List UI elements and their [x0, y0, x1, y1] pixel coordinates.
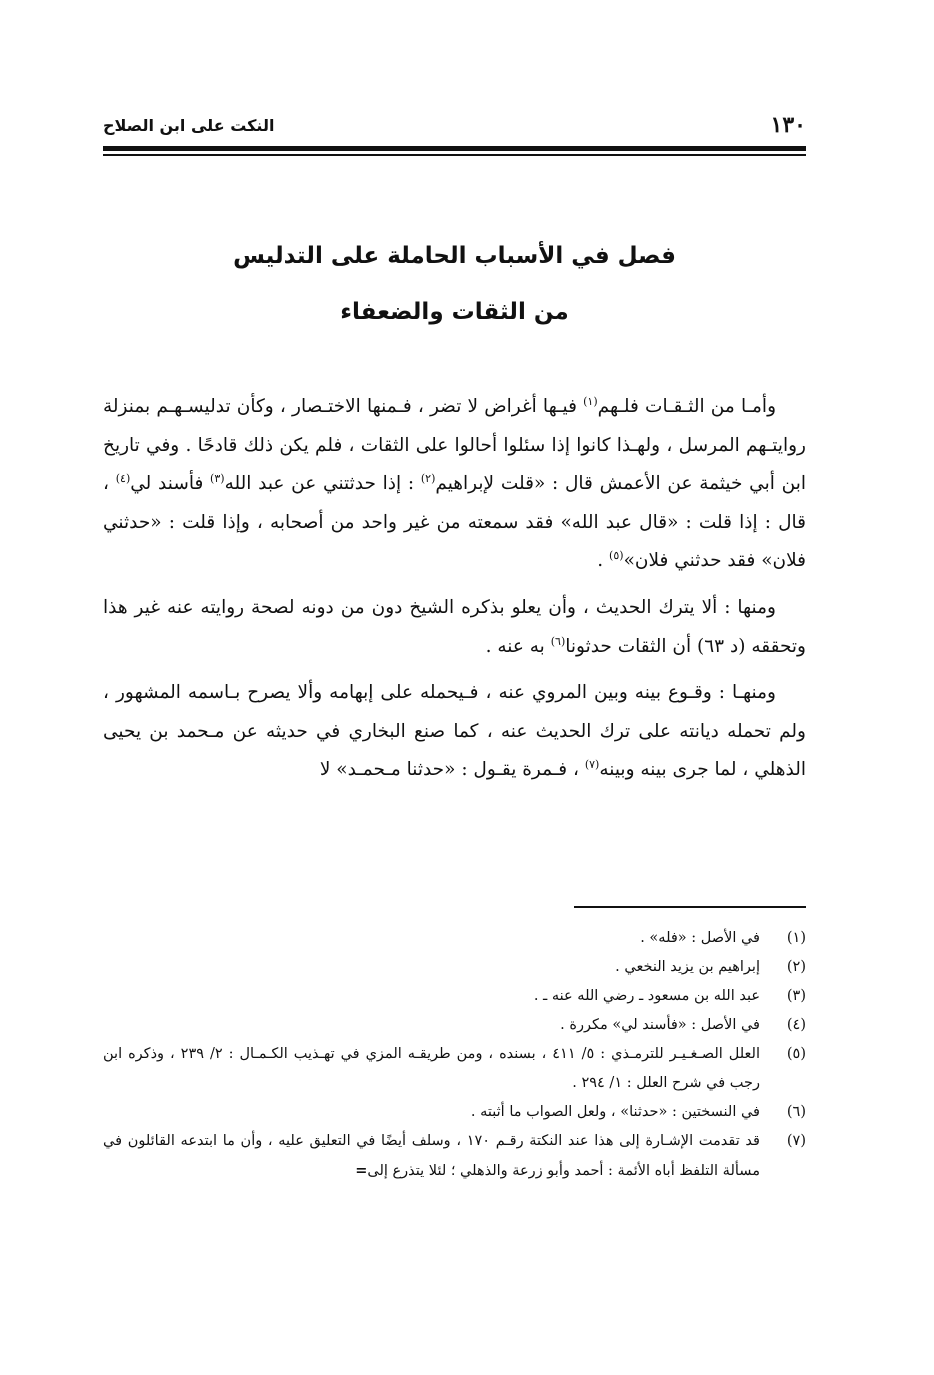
body-text	[103, 388, 806, 790]
header-rule-thick	[103, 146, 806, 151]
text-segment: وأمـا من الثـقـات فلـهم	[597, 396, 777, 417]
footnote-ref-3: (٣)	[210, 472, 225, 486]
footnote-text: في النسختين : «حدثنا» ، ولعل الصواب ما أثبته .	[470, 1104, 760, 1120]
text-segment: فأسند لي	[130, 473, 211, 495]
footnote-ref-6: (٦)	[550, 634, 566, 648]
text-segment: ، فـمرة يقـول : «حدثنا مـحمـد» لا	[319, 759, 585, 781]
footnote-text: العلل الصـغـيـر للترمـذي : ٥/ ٤١١ ، بسنده ، ومن طريقـه المزي في تهـذيب الكـمـال : ٢/ ٢٣٩ ، وذكره ابن رجب في شرح العلل : ١/ ٢٩٤ .	[103, 1046, 760, 1091]
text-segment: ، قال : إذا قلت : «قال عبد الله» فقد سمعته من غير واحد من أصحابه ، وإذا قلت : «حدثني فلان» فقد حدثني فلان»	[103, 473, 806, 572]
footnote-number: (٧)	[786, 1133, 806, 1149]
chapter-title	[103, 228, 806, 340]
footnote-ref-7: (٧)	[584, 758, 600, 772]
footnote-7	[103, 1127, 806, 1186]
footnote-6	[103, 1098, 806, 1127]
footnote-4	[103, 1011, 806, 1040]
footnote-5	[103, 1040, 806, 1098]
footnote-1	[103, 924, 806, 953]
footnote-ref-1: (١)	[583, 394, 598, 408]
paragraph-3	[103, 674, 806, 790]
page-header	[103, 112, 806, 142]
footnote-number: (١)	[786, 930, 806, 946]
footnote-text: إبراهيم بن يزيد النخعي .	[615, 959, 760, 975]
text-segment: .	[597, 550, 610, 572]
text-segment: : إذا حدثتني عن عبد الله	[224, 473, 421, 495]
text-segment: به عنه .	[485, 635, 551, 657]
paragraph-2	[103, 589, 806, 666]
footnote-number: (٥)	[786, 1046, 806, 1062]
continuation-mark: =	[355, 1162, 368, 1179]
footnote-3	[103, 982, 806, 1011]
text-segment: ومنها : ألا يترك الحديث ، وأن يعلو بذكره الشيخ دون من دونه لصحة روايته عنه غير هذا وتحققه (د ٦٣) أن الثقات حدثونا	[103, 596, 806, 657]
footnote-number: (٢)	[786, 959, 806, 975]
footnote-ref-4: (٤)	[115, 472, 131, 486]
page-number: ١٣٠	[770, 112, 806, 138]
footnote-text: عبد الله بن مسعود ـ رضي الله عنه ـ .	[533, 988, 760, 1004]
paragraph-1	[103, 388, 806, 581]
footnote-ref-5: (٥)	[609, 549, 624, 563]
running-title: النكت على ابن الصلاح	[103, 116, 275, 135]
text-segment: فيـها أغراض لا تضر ، فـمنها الاختـصار ، وكأن تدليسـهـم بمنزلة روايتـهم المرسل ، ولهـذا كانوا إذا سئلوا أحالوا على الثقات ، فلم يكن ذلك قادحًا . وفي تاريخ ابن أبي خيثمة عن الأعمش قال : «قلت لإبراهيم	[103, 396, 806, 495]
footnote-ref-2: (٢)	[420, 472, 436, 486]
header-rule-thin	[103, 154, 806, 156]
footnote-text: في الأصل : «فله» .	[640, 930, 760, 946]
text-segment: ومنهـا : وقـوع بينه وبين المروي عنه ، فـيحمله على إبهامه وألا يصرح بـاسمه المشهور ، ولم تحمله ديانته على ترك الحديث عنه ، كما صنع البخاري في حديثه عن مـحمد بن يحيى الذهلي ، لما جرى بينه وبينه	[103, 682, 806, 781]
chapter-title-line2: من الثقات والضعفاء	[340, 299, 569, 325]
footnotes	[103, 924, 806, 1186]
footnote-text: في الأصل : «فأسند لي» مكررة .	[560, 1017, 760, 1033]
footnote-text: قد تقدمت الإشـارة إلى هذا عند النكتة رقـم ١٧٠ ، وسلف أيضًا في التعليق عليه ، وأن ما ابتدعه القائلون في مسألة التلفظ أباه الأئمة : أحمد وأبو زرعة والذهلي ؛ لئلا يتذرع إلى	[103, 1133, 760, 1179]
chapter-title-line1: فصل في الأسباب الحاملة على التدليس	[233, 243, 676, 269]
footnote-2	[103, 953, 806, 982]
footnote-number: (٦)	[786, 1104, 806, 1120]
footnote-number: (٣)	[786, 988, 806, 1004]
footnote-separator	[574, 906, 806, 908]
footnote-number: (٤)	[786, 1017, 806, 1033]
